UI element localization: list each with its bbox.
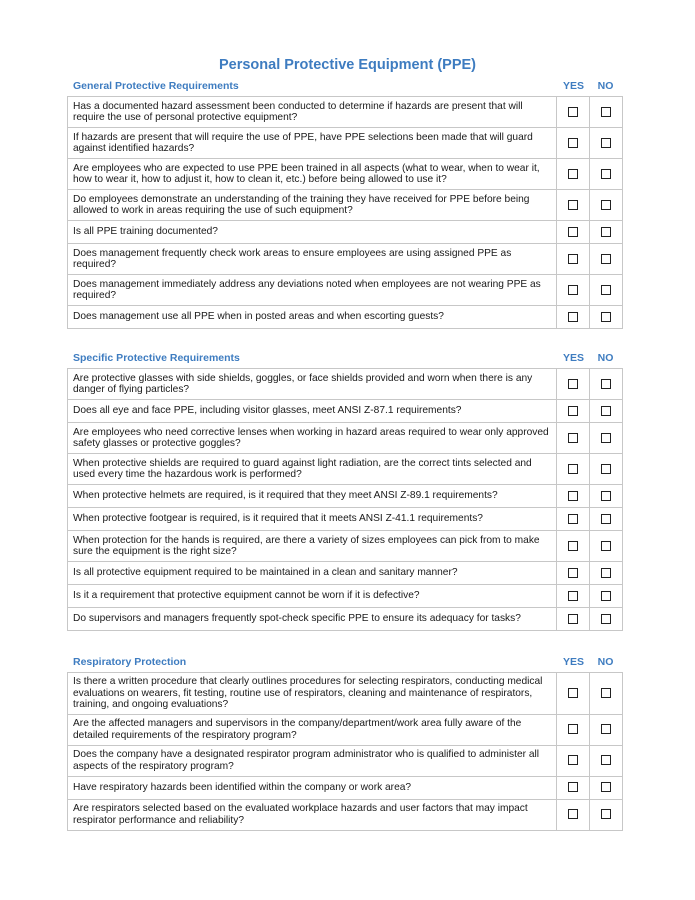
question-text: Does management frequently check work areas to ensure employees are using assigned PPE as required? <box>68 244 557 275</box>
yes-checkbox[interactable] <box>568 169 578 179</box>
no-checkbox[interactable] <box>601 464 611 474</box>
no-checkbox[interactable] <box>601 379 611 389</box>
question-text: Has a documented hazard assessment been conducted to determine if hazards are present that will require the use of personal protective equipment? <box>68 97 557 128</box>
yes-column-header: YES <box>562 656 584 668</box>
question-text: Is all PPE training documented? <box>68 221 557 244</box>
yes-checkbox[interactable] <box>568 809 578 819</box>
no-cell <box>590 745 623 776</box>
yes-checkbox[interactable] <box>568 614 578 624</box>
yes-checkbox[interactable] <box>568 406 578 416</box>
no-cell <box>590 369 623 400</box>
question-text: Is all protective equipment required to be maintained in a clean and sanitary manner? <box>68 562 557 585</box>
table-row <box>68 531 623 562</box>
question-text: Are employees who are expected to use PPE been trained in all aspects (what to wear, when to wear it, how to wear it, how to adjust it, how to clean it, etc.) before being allowed to use it? <box>68 159 557 190</box>
yes-checkbox[interactable] <box>568 688 578 698</box>
table-row <box>68 190 623 221</box>
yes-checkbox[interactable] <box>568 724 578 734</box>
table-row <box>68 585 623 608</box>
table-row <box>68 275 623 306</box>
no-cell <box>590 454 623 485</box>
no-checkbox[interactable] <box>601 568 611 578</box>
yes-cell <box>557 673 590 715</box>
no-cell <box>590 608 623 631</box>
no-cell <box>590 221 623 244</box>
table-row <box>68 221 623 244</box>
yes-checkbox[interactable] <box>568 491 578 501</box>
no-checkbox[interactable] <box>601 138 611 148</box>
no-checkbox[interactable] <box>601 169 611 179</box>
yes-cell <box>557 306 590 329</box>
table-row <box>68 714 623 745</box>
no-checkbox[interactable] <box>601 809 611 819</box>
yes-cell <box>557 531 590 562</box>
yes-cell <box>557 508 590 531</box>
table-row <box>68 128 623 159</box>
yes-cell <box>557 97 590 128</box>
no-column-header: NO <box>597 352 614 364</box>
yes-checkbox[interactable] <box>568 568 578 578</box>
table-row <box>68 244 623 275</box>
section-title: General Protective Requirements <box>73 80 239 92</box>
yes-cell <box>557 608 590 631</box>
no-checkbox[interactable] <box>601 406 611 416</box>
no-cell <box>590 190 623 221</box>
yes-cell <box>557 159 590 190</box>
table-row <box>68 799 623 830</box>
question-text: When protective helmets are required, is it required that they meet ANSI Z-89.1 requirements? <box>68 485 557 508</box>
yes-cell <box>557 221 590 244</box>
no-cell <box>590 400 623 423</box>
no-checkbox[interactable] <box>601 688 611 698</box>
no-cell <box>590 244 623 275</box>
no-checkbox[interactable] <box>601 591 611 601</box>
no-cell <box>590 97 623 128</box>
yes-cell <box>557 745 590 776</box>
no-cell <box>590 562 623 585</box>
yes-checkbox[interactable] <box>568 312 578 322</box>
section-specific-protective-requirements <box>67 348 622 631</box>
table-row <box>68 608 623 631</box>
yes-checkbox[interactable] <box>568 755 578 765</box>
no-cell <box>590 306 623 329</box>
no-checkbox[interactable] <box>601 107 611 117</box>
no-checkbox[interactable] <box>601 285 611 295</box>
no-cell <box>590 159 623 190</box>
yes-checkbox[interactable] <box>568 254 578 264</box>
yes-cell <box>557 128 590 159</box>
question-text: Are respirators selected based on the evaluated workplace hazards and user factors that may impact respirator performance and reliability? <box>68 799 557 830</box>
yes-cell <box>557 454 590 485</box>
question-text: Does management immediately address any deviations noted when employees are not wearing PPE as required? <box>68 275 557 306</box>
yes-checkbox[interactable] <box>568 433 578 443</box>
no-cell <box>590 714 623 745</box>
checklist-table <box>67 368 623 631</box>
section-header <box>67 348 622 368</box>
no-checkbox[interactable] <box>601 312 611 322</box>
yes-cell <box>557 776 590 799</box>
question-text: Do supervisors and managers frequently spot-check specific PPE to ensure its adequacy for tasks? <box>68 608 557 631</box>
yes-cell <box>557 714 590 745</box>
yes-cell <box>557 799 590 830</box>
table-row <box>68 562 623 585</box>
section-general-protective-requirements <box>67 76 622 329</box>
question-text: Is it a requirement that protective equipment cannot be worn if it is defective? <box>68 585 557 608</box>
yes-cell <box>557 369 590 400</box>
page-title: Personal Protective Equipment (PPE) <box>218 57 477 73</box>
table-row <box>68 97 623 128</box>
yes-cell <box>557 400 590 423</box>
yes-column-header: YES <box>562 80 584 92</box>
question-text: Does management use all PPE when in posted areas and when escorting guests? <box>68 306 557 329</box>
table-row <box>68 485 623 508</box>
no-cell <box>590 128 623 159</box>
yes-cell <box>557 585 590 608</box>
yes-checkbox[interactable] <box>568 541 578 551</box>
table-row <box>68 673 623 715</box>
yes-checkbox[interactable] <box>568 379 578 389</box>
no-cell <box>590 531 623 562</box>
no-cell <box>590 673 623 715</box>
no-cell <box>590 585 623 608</box>
yes-cell <box>557 190 590 221</box>
yes-checkbox[interactable] <box>568 227 578 237</box>
checklist-table <box>67 96 623 329</box>
table-row <box>68 369 623 400</box>
no-checkbox[interactable] <box>601 724 611 734</box>
no-cell <box>590 423 623 454</box>
no-cell <box>590 776 623 799</box>
question-text: Are protective glasses with side shields, goggles, or face shields provided and worn when there is any danger of flying particles? <box>68 369 557 400</box>
section-header <box>67 76 622 96</box>
question-text: Are the affected managers and supervisors in the company/department/work area fully aware of the detailed requirements of the respiratory program? <box>68 714 557 745</box>
yes-cell <box>557 244 590 275</box>
table-row <box>68 508 623 531</box>
yes-checkbox[interactable] <box>568 285 578 295</box>
yes-checkbox[interactable] <box>568 591 578 601</box>
table-row <box>68 159 623 190</box>
no-checkbox[interactable] <box>601 491 611 501</box>
table-row <box>68 776 623 799</box>
no-checkbox[interactable] <box>601 254 611 264</box>
section-title: Respiratory Protection <box>73 656 187 668</box>
table-row <box>68 400 623 423</box>
section-respiratory-protection <box>67 652 622 831</box>
no-checkbox[interactable] <box>601 227 611 237</box>
no-cell <box>590 485 623 508</box>
yes-cell <box>557 423 590 454</box>
yes-cell <box>557 562 590 585</box>
no-checkbox[interactable] <box>601 200 611 210</box>
question-text: Are employees who need corrective lenses when working in hazard areas required to wear only approved safety glasses or protective goggles? <box>68 423 557 454</box>
no-column-header: NO <box>597 80 614 92</box>
section-header <box>67 652 622 672</box>
question-text: When protection for the hands is required, are there a variety of sizes employees can pick from to make sure the equipment is the right size? <box>68 531 557 562</box>
yes-checkbox[interactable] <box>568 514 578 524</box>
no-checkbox[interactable] <box>601 514 611 524</box>
yes-cell <box>557 485 590 508</box>
checklist-table <box>67 672 623 831</box>
no-checkbox[interactable] <box>601 755 611 765</box>
yes-cell <box>557 275 590 306</box>
no-checkbox[interactable] <box>601 782 611 792</box>
yes-column-header: YES <box>562 352 584 364</box>
yes-checkbox[interactable] <box>568 138 578 148</box>
yes-checkbox[interactable] <box>568 782 578 792</box>
question-text: Does all eye and face PPE, including visitor glasses, meet ANSI Z-87.1 requirements? <box>68 400 557 423</box>
table-row <box>68 454 623 485</box>
no-cell <box>590 508 623 531</box>
table-row <box>68 745 623 776</box>
question-text: When protective footgear is required, is it required that it meets ANSI Z-41.1 requirements? <box>68 508 557 531</box>
table-row <box>68 306 623 329</box>
no-cell <box>590 799 623 830</box>
yes-checkbox[interactable] <box>568 464 578 474</box>
table-row <box>68 423 623 454</box>
question-text: When protective shields are required to guard against light radiation, are the correct tints selected and used every time the hazardous work is performed? <box>68 454 557 485</box>
question-text: Do employees demonstrate an understanding of the training they have received for PPE before being allowed to work in areas requiring the use of such equipment? <box>68 190 557 221</box>
no-cell <box>590 275 623 306</box>
no-checkbox[interactable] <box>601 541 611 551</box>
no-column-header: NO <box>597 656 614 668</box>
no-checkbox[interactable] <box>601 433 611 443</box>
yes-checkbox[interactable] <box>568 107 578 117</box>
section-title: Specific Protective Requirements <box>73 352 240 364</box>
question-text: If hazards are present that will require the use of PPE, have PPE selections been made that will guard against identified hazards? <box>68 128 557 159</box>
question-text: Have respiratory hazards been identified within the company or work area? <box>68 776 557 799</box>
yes-checkbox[interactable] <box>568 200 578 210</box>
question-text: Is there a written procedure that clearly outlines procedures for selecting respirators, conducting medical evaluations on wearers, fit testing, routine use of respirators, cleaning and maintenance of respirators, training, and ongoing evaluations? <box>68 673 557 715</box>
question-text: Does the company have a designated respirator program administrator who is qualified to administer all aspects of the respiratory program? <box>68 745 557 776</box>
no-checkbox[interactable] <box>601 614 611 624</box>
